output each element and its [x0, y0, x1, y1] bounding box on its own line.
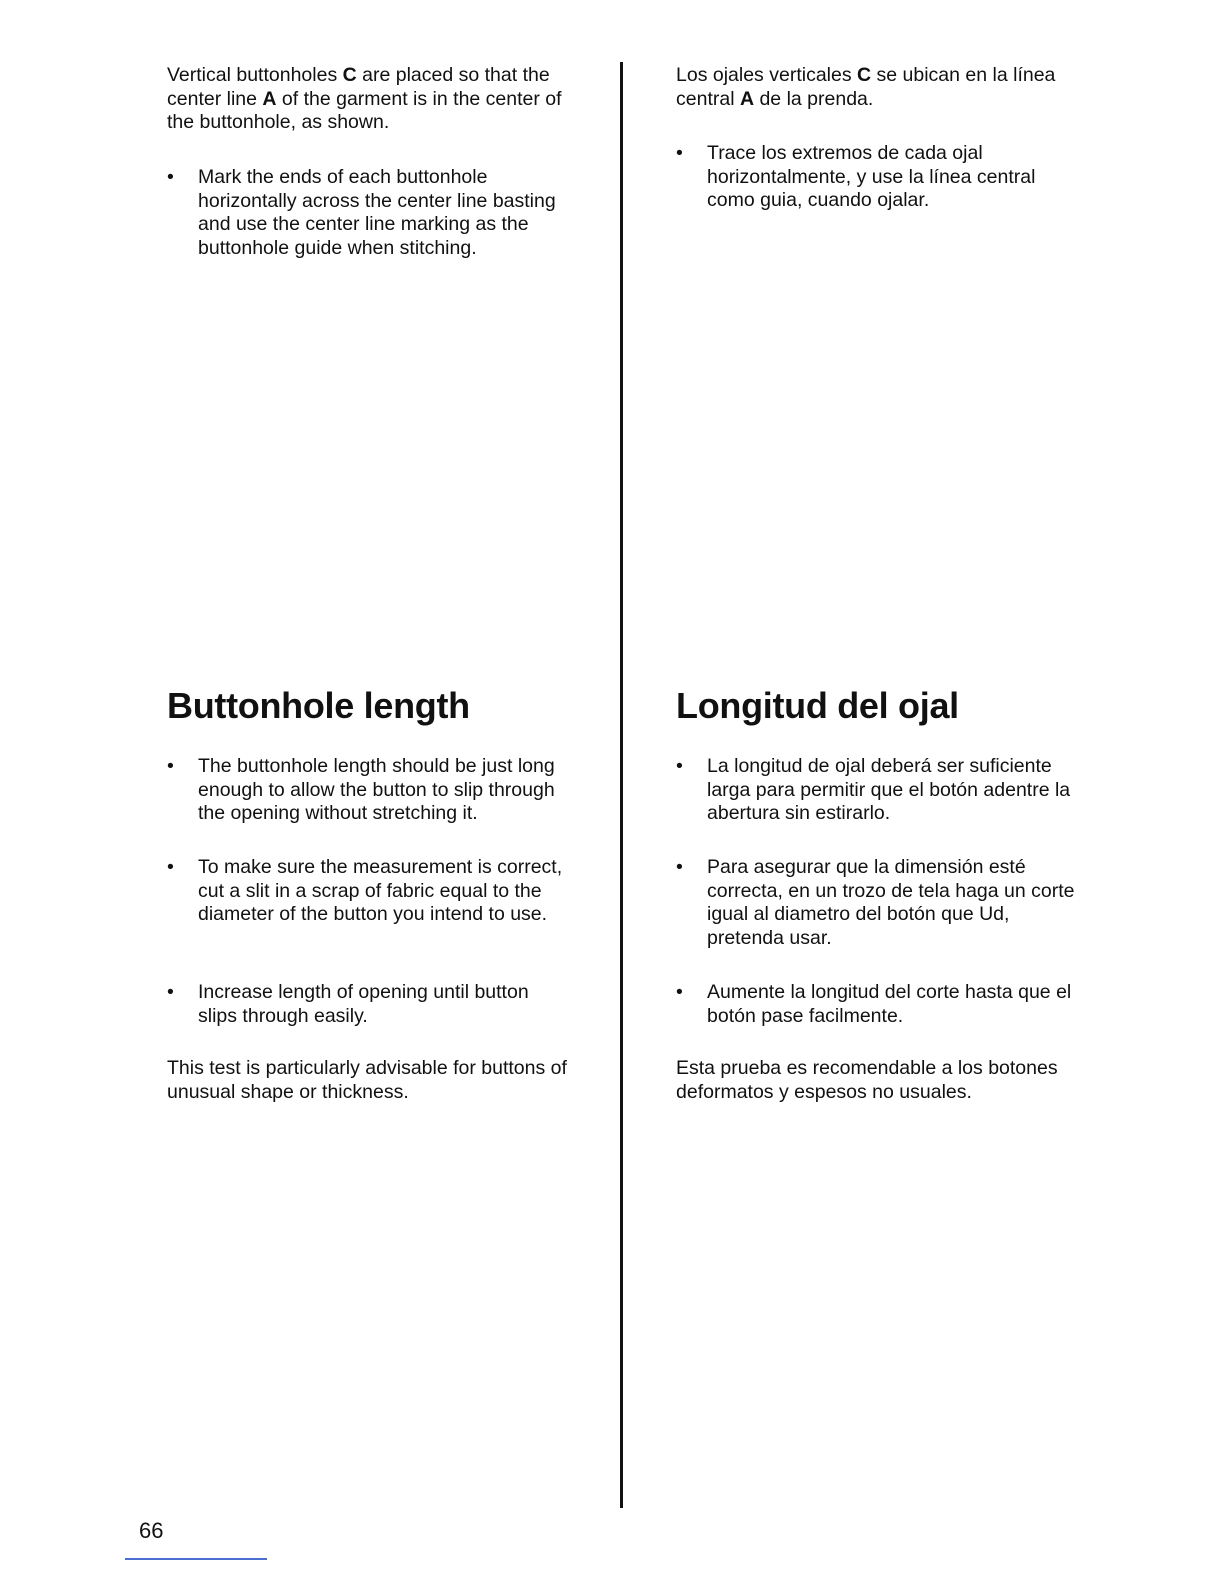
english-bullet-3	[167, 981, 567, 1028]
list-item: • La longitud de ojal deberá ser suficiente larga para permitir que el botón adentre la abertura sin estirarlo.	[676, 755, 1071, 824]
list-item: • Increase length of opening until button slips through easily.	[167, 981, 529, 1027]
closing-paragraph: Esta prueba es recomendable a los botones deformatos y espesos no usuales.	[676, 1057, 1058, 1103]
bullet-icon: •	[676, 142, 683, 164]
bullet-icon: •	[676, 856, 683, 878]
intro-paragraph: Vertical buttonholes C are placed so that the center line A of the garment is in the center of the buttonhole, as shown.	[167, 64, 562, 133]
bullet-icon: •	[676, 981, 683, 1003]
intro-paragraph: Los ojales verticales C se ubican en la línea central A de la prenda.	[676, 64, 1056, 110]
bullet-icon: •	[167, 981, 174, 1003]
column-divider	[620, 62, 623, 1508]
spanish-bullet-1	[676, 755, 1086, 826]
bullet-icon: •	[167, 856, 174, 878]
spanish-intro-bullet	[676, 142, 1061, 213]
closing-paragraph: This test is particularly advisable for buttons of unusual shape or thickness.	[167, 1057, 567, 1103]
spanish-closing	[676, 1057, 1081, 1104]
section-heading: Longitud del ojal	[676, 685, 959, 726]
bullet-icon: •	[167, 166, 174, 188]
list-item: • Para asegurar que la dimensión esté correcta, en un trozo de tela haga un corte igual al diametro del botón que Ud, pretenda usar.	[676, 856, 1075, 949]
list-item: • The buttonhole length should be just long enough to allow the button to slip through the opening without stretching it.	[167, 755, 555, 824]
bullet-icon: •	[167, 755, 174, 777]
list-item: • To make sure the measurement is correct, cut a slit in a scrap of fabric equal to the diameter of the button you intend to use.	[167, 856, 563, 925]
english-bullet-1	[167, 755, 577, 826]
list-item: • Trace los extremos de cada ojal horizontalmente, y use la línea central como guia, cuando ojalar.	[676, 142, 1036, 211]
english-closing	[167, 1057, 577, 1104]
english-intro-bullet	[167, 166, 562, 260]
page-number: 66	[139, 1518, 164, 1543]
footer-rule	[125, 1558, 267, 1560]
section-heading: Buttonhole length	[167, 685, 470, 726]
english-bullet-2	[167, 856, 567, 927]
spanish-intro	[676, 64, 1086, 111]
spanish-bullet-3	[676, 981, 1086, 1028]
english-intro	[167, 64, 587, 135]
list-item: • Aumente la longitud del corte hasta que el botón pase facilmente.	[676, 981, 1072, 1027]
list-item: • Mark the ends of each buttonhole horizontally across the center line basting and use the center line marking as the buttonhole guide when stitching.	[167, 166, 556, 259]
bullet-icon: •	[676, 755, 683, 777]
spanish-bullet-2	[676, 856, 1081, 950]
